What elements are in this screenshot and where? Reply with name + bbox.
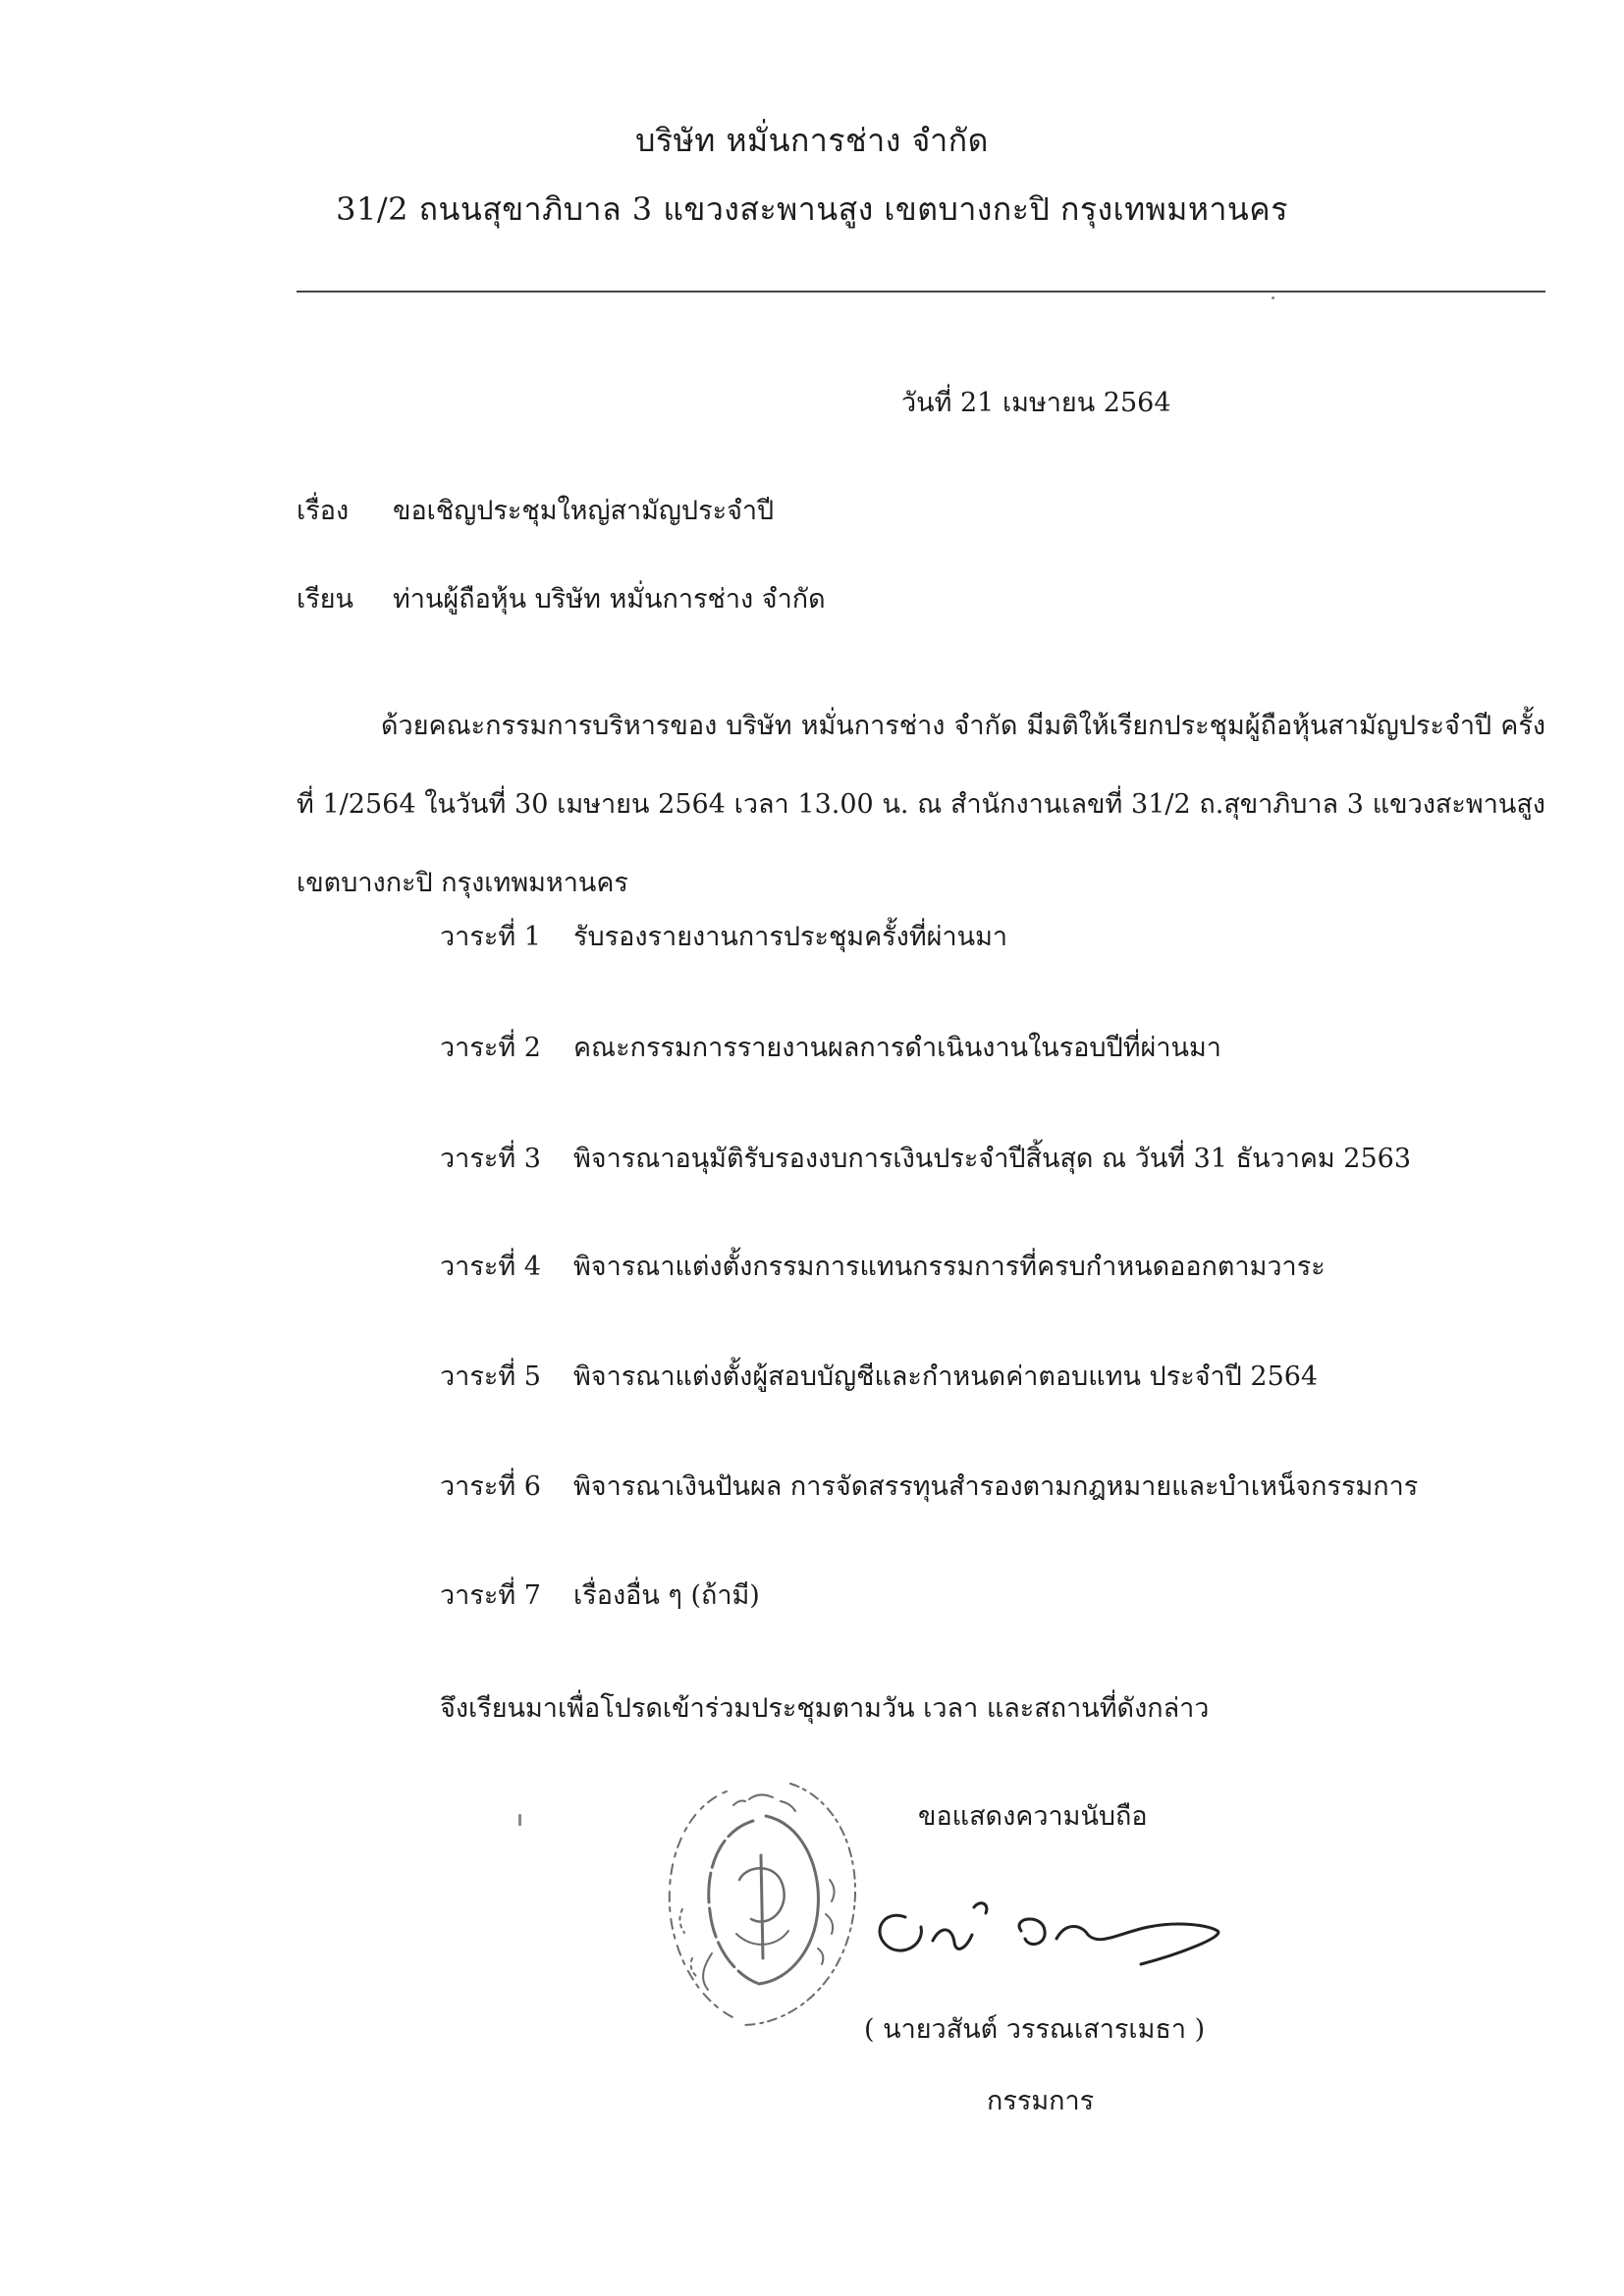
scan-speck bbox=[1272, 296, 1274, 299]
regards-text: ขอแสดงความนับถือ bbox=[918, 1801, 1148, 1832]
subject-label: เรื่อง bbox=[297, 496, 350, 526]
header-divider bbox=[297, 291, 1545, 293]
signer-title: กรรมการ bbox=[987, 2086, 1095, 2116]
agenda-text: เรื่องอื่น ๆ (ถ้ามี) bbox=[573, 1580, 760, 1611]
closing-text: จึงเรียนมาเพื่อโปรดเข้าร่วมประชุมตามวัน เวลา และสถานที่ดังกล่าว bbox=[440, 1693, 1210, 1724]
scan-speck bbox=[518, 1814, 521, 1826]
agenda-number: วาระที่ 4 bbox=[440, 1252, 541, 1282]
company-address: 31/2 ถนนสุขาภิบาล 3 แขวงสะพานสูง เขตบางกะปิ กรุงเทพมหานคร bbox=[336, 190, 1288, 228]
agenda-text: พิจารณาเงินปันผล การจัดสรรทุนสำรองตามกฎหมายและบำเหน็จกรรมการ bbox=[573, 1471, 1419, 1502]
subject-text: ขอเชิญประชุมใหญ่สามัญประจำปี bbox=[393, 496, 775, 526]
agenda-text: รับรองรายงานการประชุมครั้งที่ผ่านมา bbox=[573, 922, 1008, 952]
agenda-text: พิจารณาอนุมัติรับรองงบการเงินประจำปีสิ้นสุด ณ วันที่ 31 ธันวาคม 2563 bbox=[573, 1144, 1412, 1174]
recipient-text: ท่านผู้ถือหุ้น บริษัท หมั่นการช่าง จำกัด bbox=[393, 584, 826, 614]
body-paragraph: ด้วยคณะกรรมการบริหารของ บริษัท หมั่นการช่าง จำกัด มีมติให้เรียกประชุมผู้ถือหุ้นสามัญประจำปี ครั้งที่ 1/2564 ในวันที่ 30 เมษายน 2564 เวลา 13.00 น. ณ สำนักงานเลขที่ 31/2 ถ.สุขาภิบาล 3 แขวงสะพานสูง เขตบางกะปิ กรุงเทพมหานคร bbox=[297, 711, 1545, 898]
company-seal bbox=[643, 1762, 874, 2042]
recipient-label: เรียน bbox=[297, 584, 354, 614]
agenda-number: วาระที่ 2 bbox=[440, 1033, 541, 1063]
agenda-number: วาระที่ 5 bbox=[440, 1362, 541, 1392]
agenda-text: คณะกรรมการรายงานผลการดำเนินงานในรอบปีที่ผ่านมา bbox=[573, 1033, 1221, 1063]
agenda-number: วาระที่ 7 bbox=[440, 1580, 541, 1611]
agenda-text: พิจารณาแต่งตั้งผู้สอบบัญชีและกำหนดค่าตอบแทน ประจำปี 2564 bbox=[573, 1362, 1319, 1392]
company-name: บริษัท หมั่นการช่าง จำกัด bbox=[635, 122, 989, 159]
signature bbox=[864, 1870, 1237, 1988]
agenda-text: พิจารณาแต่งตั้งกรรมการแทนกรรมการที่ครบกำหนดออกตามวาระ bbox=[573, 1252, 1326, 1282]
agenda-number: วาระที่ 3 bbox=[440, 1144, 541, 1174]
signer-name: ( นายวสันต์ วรรณเสารเมธา ) bbox=[864, 2014, 1206, 2045]
letter-date: วันที่ 21 เมษายน 2564 bbox=[901, 388, 1171, 418]
agenda-number: วาระที่ 6 bbox=[440, 1471, 541, 1502]
agenda-number: วาระที่ 1 bbox=[440, 922, 541, 952]
